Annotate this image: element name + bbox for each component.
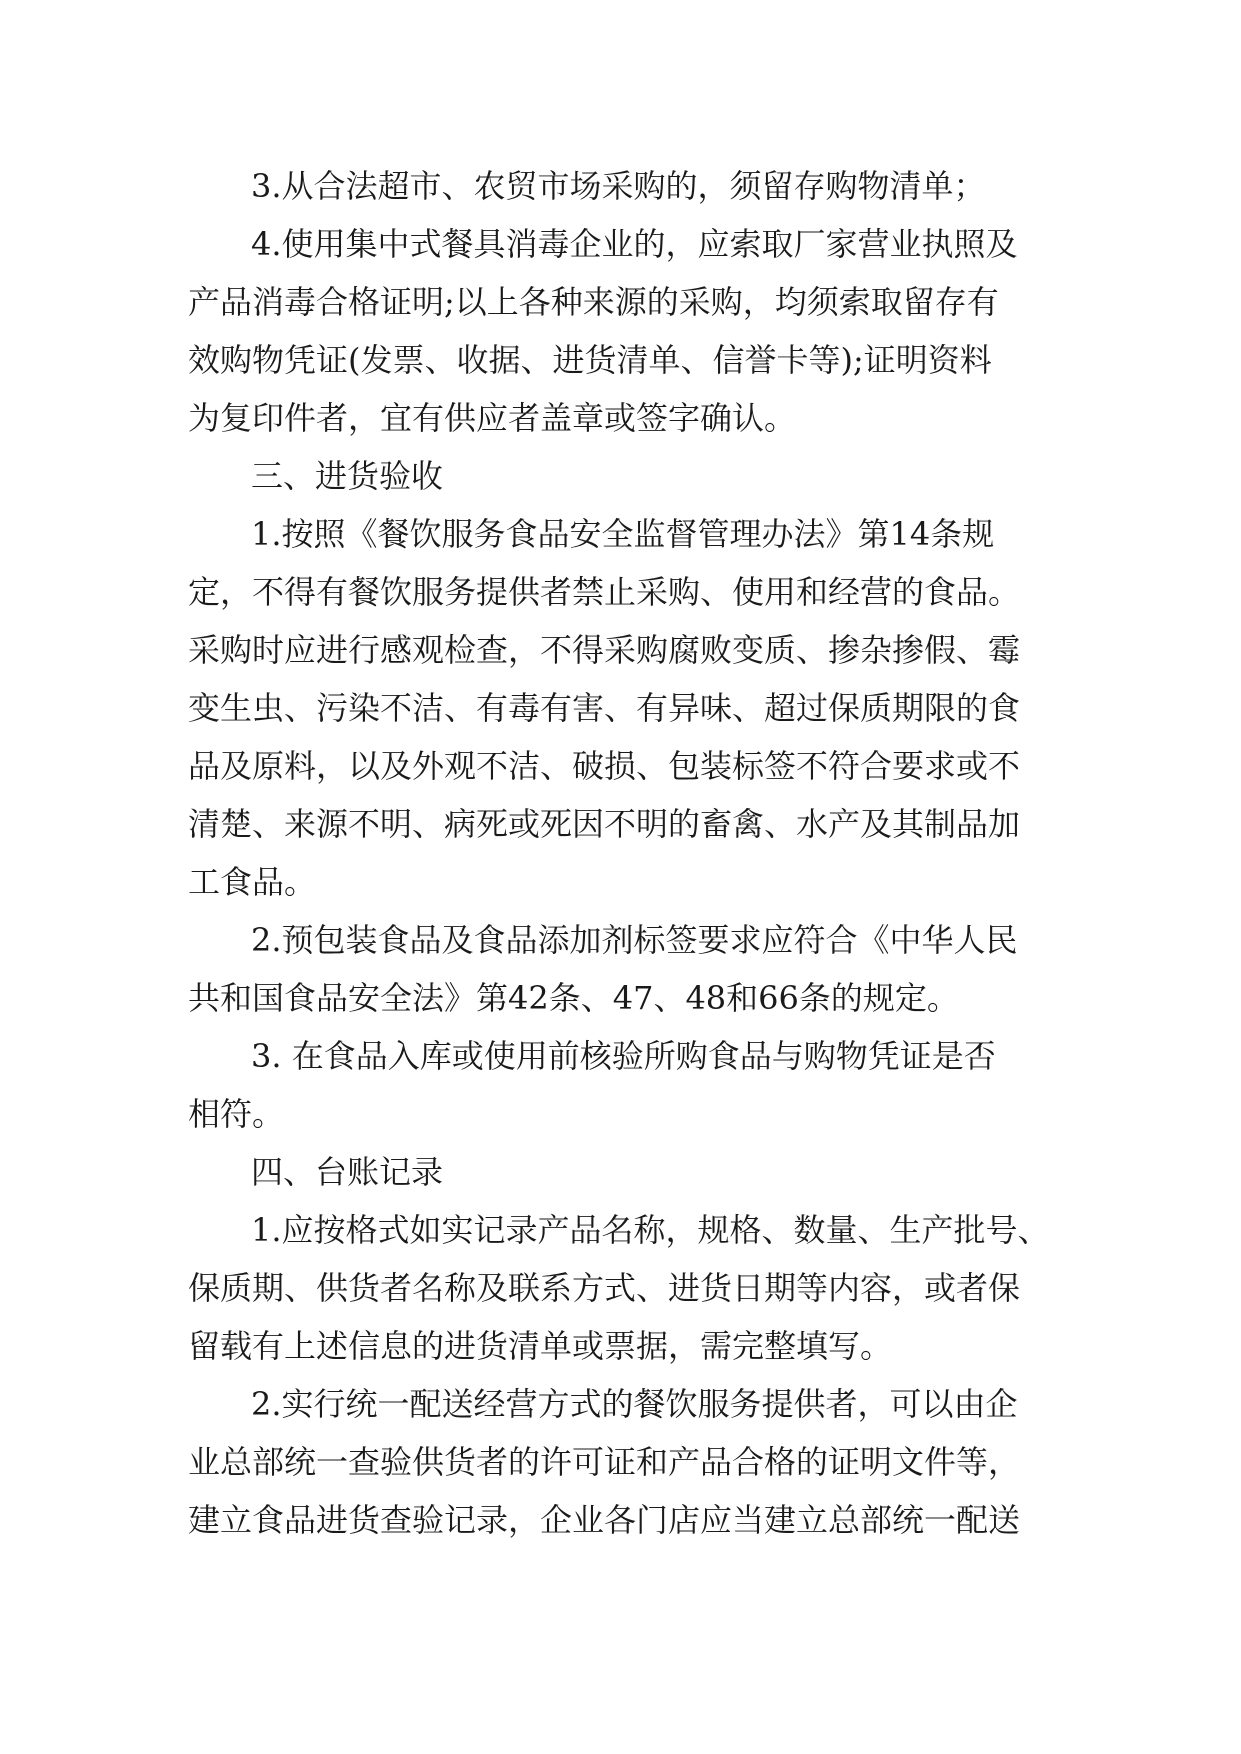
text-line: 建立食品进货查验记录，企业各门店应当建立总部统一配送 [188, 1501, 1021, 1539]
text-line: 3. 在食品入库或使用前核验所购食品与购物凭证是否 [251, 1037, 996, 1075]
text-line: 业总部统一查验供货者的许可证和产品合格的证明文件等， [188, 1443, 1021, 1481]
text-line: 采购时应进行感观检查，不得采购腐败变质、掺杂掺假、霉 [188, 631, 1021, 669]
text-line: 为复印件者，宜有供应者盖章或签字确认。 [188, 399, 797, 437]
text-line: 工食品。 [188, 863, 317, 901]
text-line: 3.从合法超市、农贸市场采购的，须留存购物清单； [251, 167, 986, 205]
text-line: 清楚、来源不明、病死或死因不明的畜禽、水产及其制品加 [188, 805, 1021, 843]
text-line: 相符。 [188, 1095, 285, 1133]
text-line: 保质期、供货者名称及联系方式、进货日期等内容，或者保 [188, 1269, 1021, 1307]
section-heading: 三、进货验收 [251, 457, 444, 495]
text-line: 定，不得有餐饮服务提供者禁止采购、使用和经营的食品。 [188, 573, 1021, 611]
text-line: 效购物凭证(发票、收据、进货清单、信誉卡等);证明资料 [188, 341, 992, 379]
text-line: 2.预包装食品及食品添加剂标签要求应符合《中华人民 [251, 921, 1018, 959]
section-heading: 四、台账记录 [251, 1153, 444, 1191]
text-line: 变生虫、污染不洁、有毒有害、有异味、超过保质期限的食 [188, 689, 1021, 727]
text-line: 产品消毒合格证明;以上各种来源的采购，均须索取留存有 [188, 283, 999, 321]
text-line: 品及原料，以及外观不洁、破损、包装标签不符合要求或不 [188, 747, 1021, 785]
text-line: 留载有上述信息的进货清单或票据，需完整填写。 [188, 1327, 893, 1365]
text-line: 共和国食品安全法》第42条、47、48和66条的规定。 [188, 979, 959, 1017]
text-line: 2.实行统一配送经营方式的餐饮服务提供者，可以由企 [251, 1385, 1018, 1423]
text-line: 1.按照《餐饮服务食品安全监督管理办法》第14条规 [251, 515, 995, 553]
text-line: 1.应按格式如实记录产品名称，规格、数量、生产批号、 [251, 1211, 1050, 1249]
text-line: 4.使用集中式餐具消毒企业的，应索取厂家营业执照及 [251, 225, 1018, 263]
